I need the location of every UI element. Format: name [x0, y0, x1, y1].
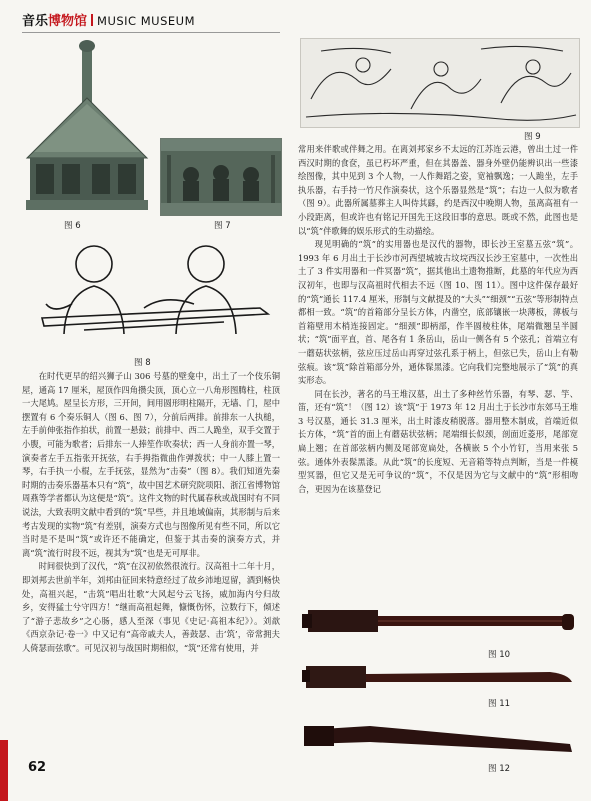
page-number: 62	[28, 760, 47, 775]
left-column	[22, 370, 280, 655]
magazine-header	[22, 10, 195, 29]
figure-11-caption: 图 11	[488, 699, 511, 709]
figure-10-caption: 图 10	[488, 650, 511, 660]
paragraph: 时间很快到了汉代，“筑”在汉初依然很流行。汉高祖十二年十月，即刘邦去世前半年，刘邦由征回来特意经过了故乡沛地逗留，酒到畅快处，高祖兴起，“击筑”唱出壮歌“大风起兮云飞扬，威加海内兮归故乡，安得猛士兮守四方！”继而高祖起舞，慷慨伤怀，泣数行下，倾述了“游子悲故乡”之心肠，感人至深（事见《史记·高祖本纪》）。刘歆《西京杂记·卷一》中又记有“高帝戚夫人，善鼓瑟、击‘筑’，帝常拥夫人倚瑟而弦歌”。可见汉初与战国时期相似，“筑”还常有使用，并	[22, 561, 280, 653]
figure-12-caption: 图 12	[488, 764, 511, 774]
figure-8-line-drawing	[24, 234, 280, 352]
figure-9-caption: 图 9	[524, 132, 541, 142]
page-edge-tab	[0, 740, 8, 801]
figure-11-zhu-instrument	[300, 660, 578, 696]
paragraph: 在时代更早的绍兴狮子山 306 号墓的壁龛中，出土了一个伎乐铜屋，通高 17 厘米，屋顶作四角攒尖顶，顶心立一八角形图腾柱，柱顶一大尾鸠。屋呈长方形，三开间，间用圆形明柱隔开，无墙、门，屋中摆置有 6 个奏乐铜人（图 6、图 7），分前后两排。前排东一人执槌，左手前伸张指作拍状，前置一悬鼓；前排中、西二人跪坐，双手交置于小腹，可能为歌者；后排东一人捧笙作吹奏状；西一人身前亦置一琴，演奏者左手五指张开抚弦，右手拇指微曲作弹拨状；中一人膝上置一琴，右手执一小棍，左手抚弦，显然为“击奏”（图 8）。我们知道先秦时期的击奏乐器基本只有“筑”，故中国艺术研究院项阳、浙江省博物馆周燕等学者都认为这便是“筑”。这件文物的时代属春秋或战国时有不同说法，大致表明文献中看到的“筑”早些，并且地域偏南，其形制与后来考古发现的实物“筑”有差别，演奏方式也与图像所见有些不同，所以它当时是不是叫“筑”或许还不能确定，但鉴于其击奏的演奏方式，并离“筑”流行时段不远，视其为“筑”也是无可厚非。	[22, 371, 280, 558]
figure-7-musicians-photo	[160, 138, 282, 216]
header-rule	[22, 32, 280, 33]
figure-10-zhu-instrument	[300, 600, 578, 646]
header-divider	[91, 14, 93, 26]
figure-9-lacquer-painting	[300, 38, 580, 128]
paragraph: 现见明确的“筑”的实用器也是汉代的器物，即长沙王室墓五弦“筑”。1993 年 6 月出土于长沙市河西望城坡古坟垸西汉长沙王室墓中，一次性出土了 3 件实用器和一件冥器“筑”，据其他出土遗物推断，此墓的年代应为西汉初年，也即与汉高祖时代相去不远（图 10、图 11）。图中这件保存最好的“筑”通长 117.4 厘米，形制与文献提及的“大头”“细颈”“五弦”等形制特点都相一致。“筑”的首箱部分呈长方体，内凿空，底部镶嵌一块薄板，薄板与首箱壁用木梢连接固定。“细颈”即柄部，作半圆棱柱体，尾端微翘呈半圆状；“筑”面平直，首、尾各有 1 条岳山，岳山一侧各有 5 个弦孔；首端立有一蘑菇状弦柄，弦应压过岳山再穿过弦孔系于柄上，但弦已失，岳山上有勒弦痕。该“筑”除首箱部分外，通体髹黑漆。它向我们完整地展示了“筑”的真实形态。	[298, 239, 578, 386]
brand-en: MUSIC MUSEUM	[97, 14, 195, 28]
figure-6-caption: 图 6	[64, 221, 81, 231]
brand-cn-1: 音乐	[22, 14, 49, 29]
right-column	[298, 143, 578, 496]
figure-6-bronze-house	[22, 40, 152, 215]
paragraph: 常用来伴歌或伴舞之用。在离刘邦家乡不太远的江苏连云港，曾出土过一件西汉时期的食奁，虽已朽坏严重，但在其器盖、器身外壁仍能辨识出一些漆绘图像，其中见到 3 个人物，一人作舞蹈之姿，宽袖飘逸；一人跪坐，左手执乐器，右手持一竹尺作演奏状，这个乐器显然是“筑”；右边一人似为歌者（图 9）。此器所属墓葬主人叫侍其繇，约是西汉中晚期人物，虽离高祖有一小段距离，但或许也有铭记开国先王这段旧事的意思。既或不然，此图也是以“筑”伴歌舞的娱乐形式的生动描绘。	[298, 144, 578, 236]
figure-8-caption: 图 8	[134, 358, 151, 368]
paragraph: 同在长沙，著名的马王堆汉墓，出土了多种丝竹乐器，有琴、瑟、竽、笛，还有“筑”！（图 12）该“筑”于 1973 年 12 月出土于长沙市东郊马王堆 3 号汉墓，通长 31.3 厘米，出土时漆皮稍脱落。器用整木制成，首端近似长方体，“筑”首的面上有蘑菇状弦柄；尾端细长似颈，剖面近菱形，尾部宽扁上翘；在首部弦柄内侧及尾部宽扁处，各横嵌 5 个小竹钉，当用来张 5 弦。通体外表髹黑漆。从此“筑”的长度短、无音箱等特点判断，当是一件模型冥器，但它又是无可争议的“筑”，不仅是因为它与文献中的“筑”形相吻合，更因为在该墓登记	[298, 388, 578, 494]
figure-12-mawangdui-zhu	[300, 712, 578, 760]
figure-7-caption: 图 7	[214, 221, 231, 231]
brand-cn-2: 博物馆	[48, 14, 88, 29]
